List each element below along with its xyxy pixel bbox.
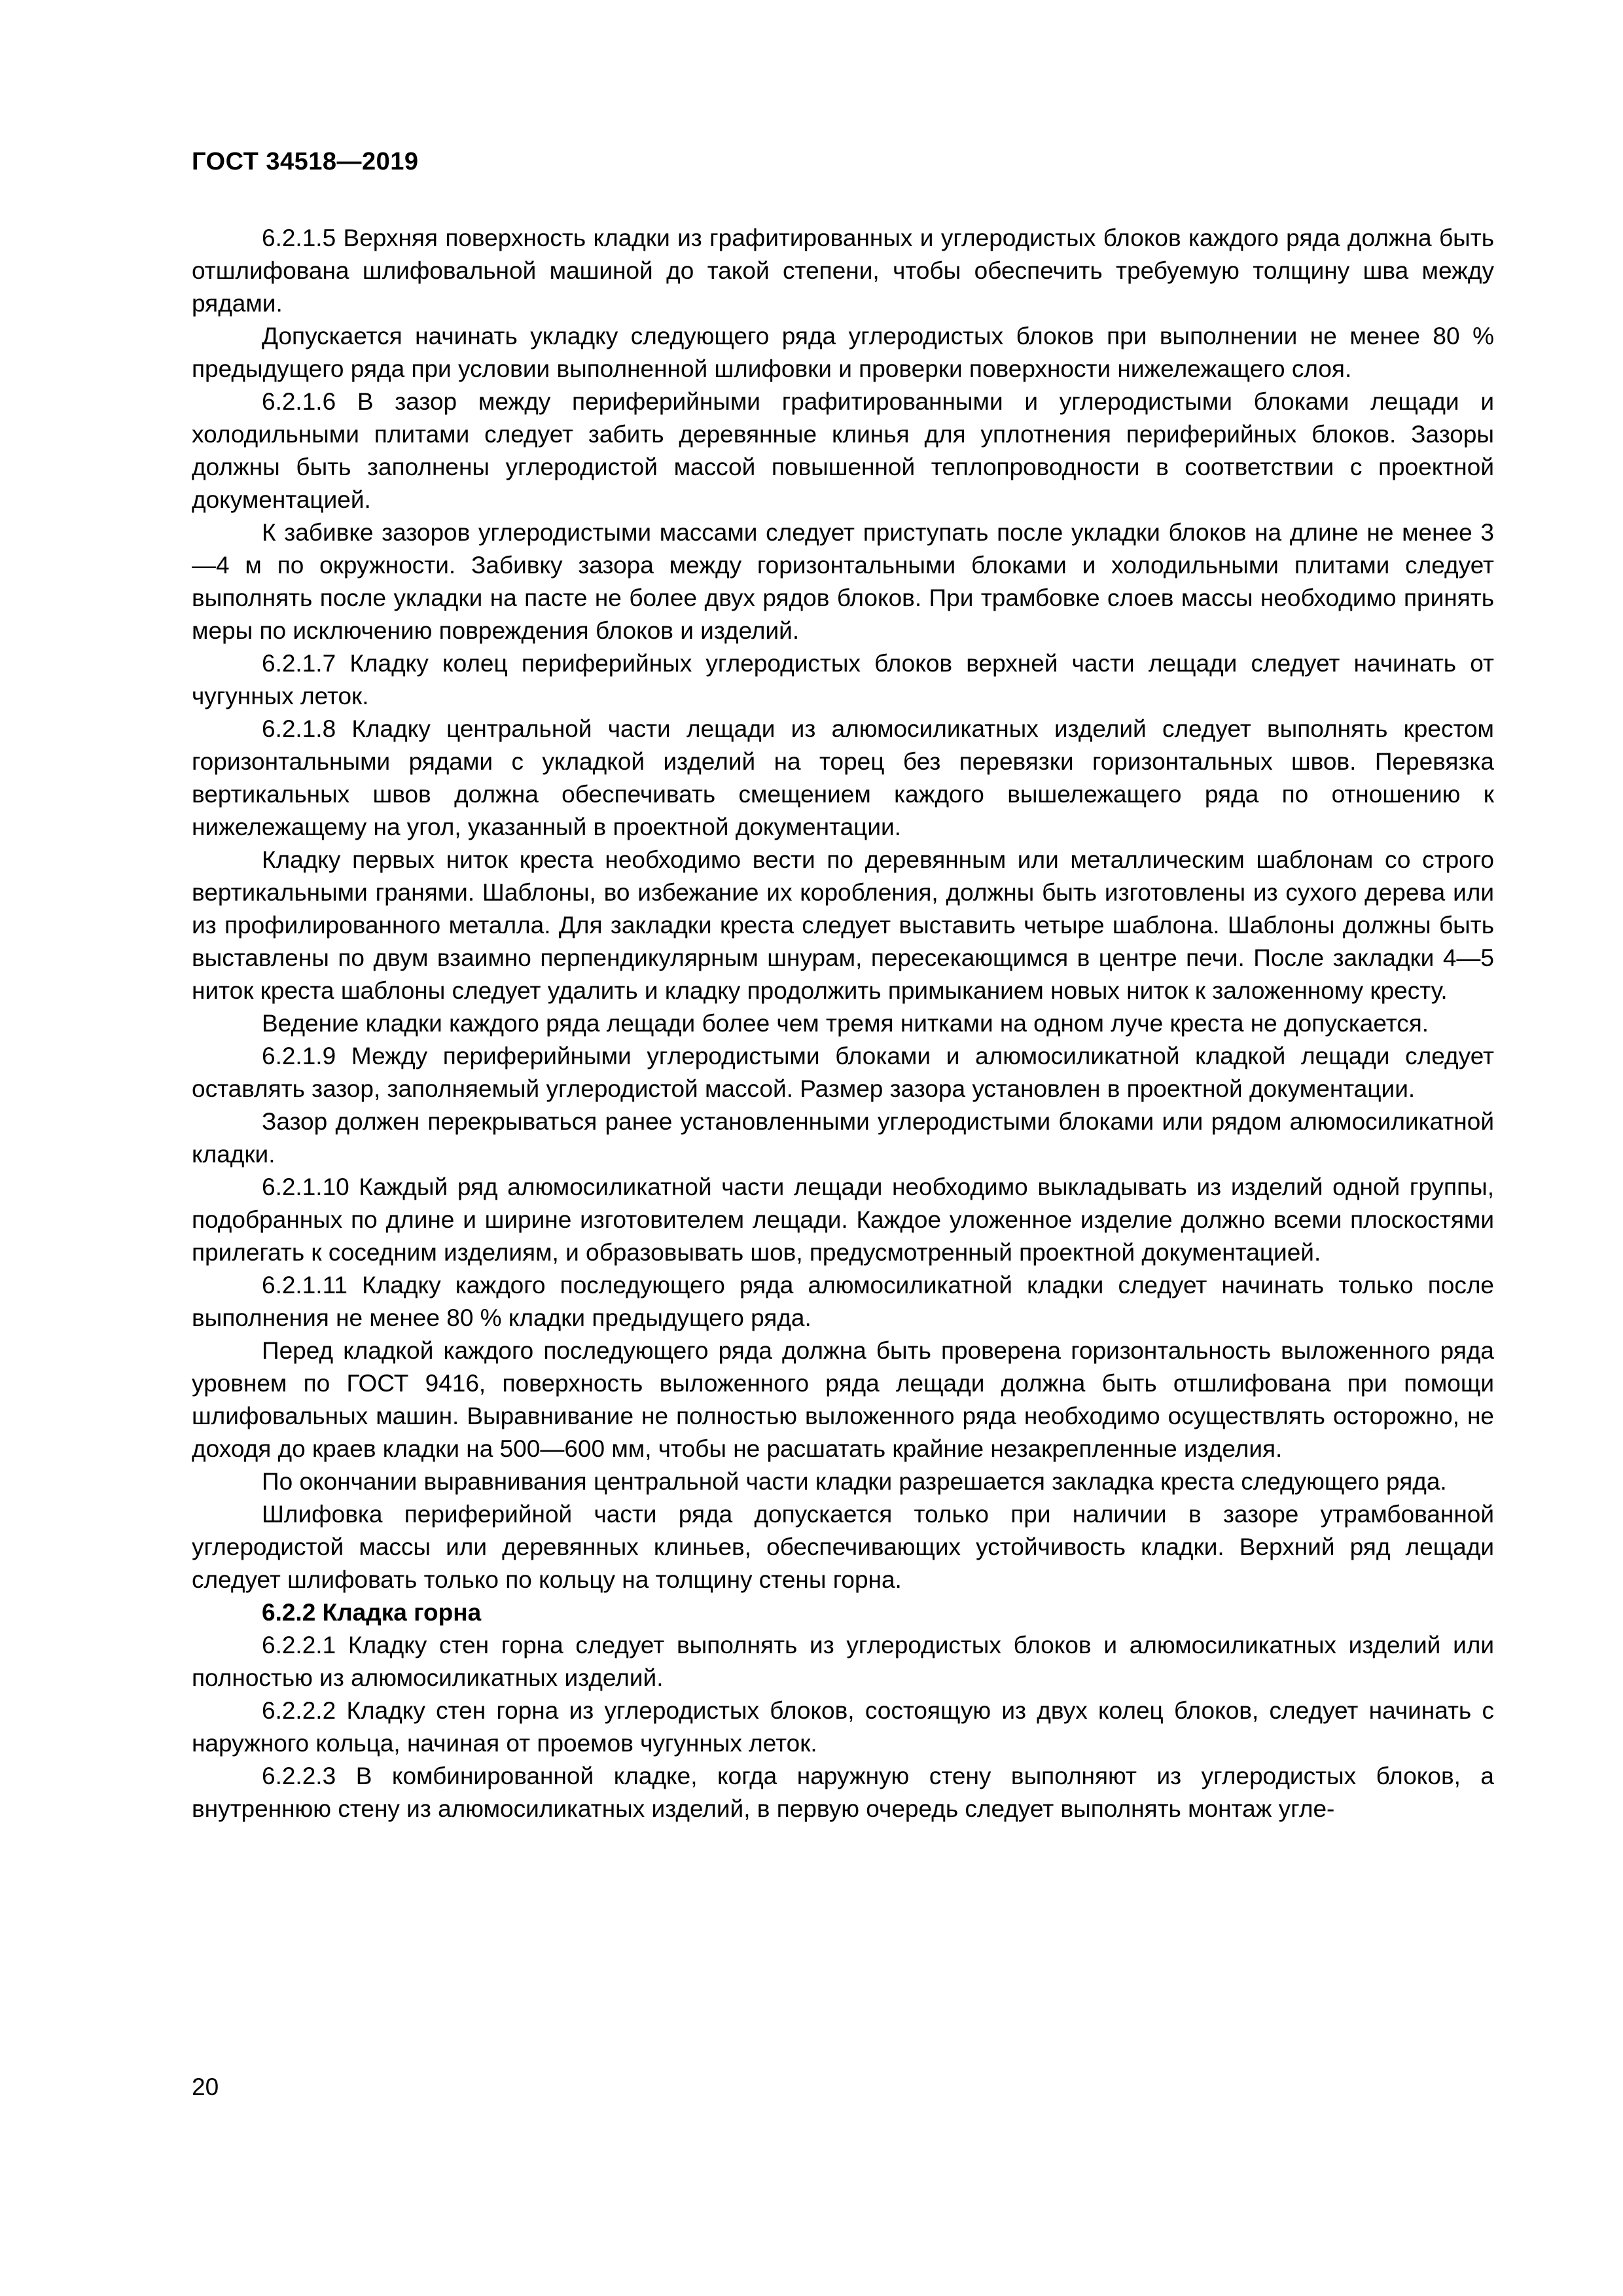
paragraph: К забивке зазоров углеродистыми массами следует приступать после укладки блоков на длине не менее 3—4 м по окружности. Забивку зазора между горизонтальными блоками и холодильными плитами следует выполнять после укладки на пасте не более двух рядов блоков. При трамбовке слоев массы необходимо принять меры по исключению повреждения блоков и изделий. bbox=[192, 519, 1494, 644]
section-heading: 6.2.2 Кладка горна bbox=[262, 1599, 482, 1626]
paragraph: Допускается начинать укладку следующего ряда углеродистых блоков при выполнении не менее 80 % предыдущего ряда при условии выполненной шлифовки и проверки поверхности нижележащего слоя. bbox=[192, 323, 1494, 382]
paragraph: 6.2.1.11 Кладку каждого последующего ряда алюмосиликатной кладки следует начинать только после выполнения не менее 80 % кладки предыдущего ряда. bbox=[192, 1272, 1494, 1331]
document-body bbox=[192, 222, 1494, 1825]
paragraph: По окончании выравнивания центральной части кладки разрешается закладка креста следующего ряда. bbox=[262, 1468, 1447, 1495]
page-number: 20 bbox=[192, 2073, 219, 2100]
paragraph: 6.2.1.7 Кладку колец периферийных углеродистых блоков верхней части лещади следует начинать от чугунных леток. bbox=[192, 650, 1494, 709]
paragraph: 6.2.1.10 Каждый ряд алюмосиликатной части лещади необходимо выкладывать из изделий одной группы, подобранных по длине и ширине изготовителем лещади. Каждое уложенное изделие должно всеми плоскостями прилегать к соседним изделиям, и образовывать шов, предусмотренный проектной документацией. bbox=[192, 1174, 1494, 1266]
document-header: ГОСТ 34518—2019 bbox=[192, 148, 419, 175]
paragraph: Шлифовка периферийной части ряда допускается только при наличии в зазоре утрамбованной углеродистой массы или деревянных клиньев, обеспечивающих устойчивость кладки. Верхний ряд лещади следует шлифовать только по кольцу на толщину стены горна. bbox=[192, 1501, 1494, 1593]
paragraph: Кладку первых ниток креста необходимо вести по деревянным или металлическим шаблонам со строго вертикальными гранями. Шаблоны, во избежание их коробления, должны быть изготовлены из сухого дерева или из профилированного металла. Для закладки креста следует выставить четыре шаблона. Шаблоны должны быть выставлены по двум взаимно перпендикулярным шнурам, пересекающимся в центре печи. После закладки 4—5 ниток креста шаблоны следует удалить и кладку продолжить примыканием новых ниток к заложенному кресту. bbox=[192, 846, 1494, 1004]
paragraph: Зазор должен перекрываться ранее установленными углеродистыми блоками или рядом алюмосиликатной кладки. bbox=[192, 1108, 1494, 1168]
paragraph: 6.2.2.3 В комбинированной кладке, когда наружную стену выполняют из углеродистых блоков, а внутреннюю стену из алюмосиликатных изделий, в первую очередь следует выполнять монтаж угле- bbox=[192, 1763, 1494, 1822]
paragraph: 6.2.1.8 Кладку центральной части лещади из алюмосиликатных изделий следует выполнять крестом горизонтальными рядами с укладкой изделий на торец без перевязки горизонтальных швов. Перевязка вертикальных швов должна обеспечивать смещением каждого вышележащего ряда по отношению к нижележащему на угол, указанный в проектной документации. bbox=[192, 715, 1494, 840]
paragraph: Ведение кладки каждого ряда лещади более чем тремя нитками на одном луче креста не допускается. bbox=[262, 1010, 1429, 1037]
paragraph: Перед кладкой каждого последующего ряда должна быть проверена горизонтальность выложенного ряда уровнем по ГОСТ 9416, поверхность выложенного ряда лещади должна быть отшлифована при помощи шлифовальных машин. Выравнивание не полностью выложенного ряда необходимо осуществлять осторожно, не доходя до краев кладки на 500—600 мм, чтобы не расшатать крайние незакрепленные изделия. bbox=[192, 1337, 1494, 1462]
paragraph: 6.2.1.6 В зазор между периферийными графитированными и углеродистыми блоками лещади и холодильными плитами следует забить деревянные клинья для уплотнения периферийных блоков. Зазоры должны быть заполнены углеродистой массой повышенной теплопроводности в соответствии с проектной документацией. bbox=[192, 388, 1494, 513]
paragraph: 6.2.2.1 Кладку стен горна следует выполнять из углеродистых блоков и алюмосиликатных изделий или полностью из алюмосиликатных изделий. bbox=[192, 1632, 1494, 1691]
paragraph: 6.2.2.2 Кладку стен горна из углеродистых блоков, состоящую из двух колец блоков, следует начинать с наружного кольца, начиная от проемов чугунных леток. bbox=[192, 1697, 1494, 1757]
paragraph: 6.2.1.9 Между периферийными углеродистыми блоками и алюмосиликатной кладкой лещади следует оставлять зазор, заполняемый углеродистой массой. Размер зазора установлен в проектной документации. bbox=[192, 1043, 1494, 1102]
paragraph: 6.2.1.5 Верхняя поверхность кладки из графитированных и углеродистых блоков каждого ряда должна быть отшлифована шлифовальной машиной до такой степени, чтобы обеспечить требуемую толщину шва между рядами. bbox=[192, 224, 1494, 317]
